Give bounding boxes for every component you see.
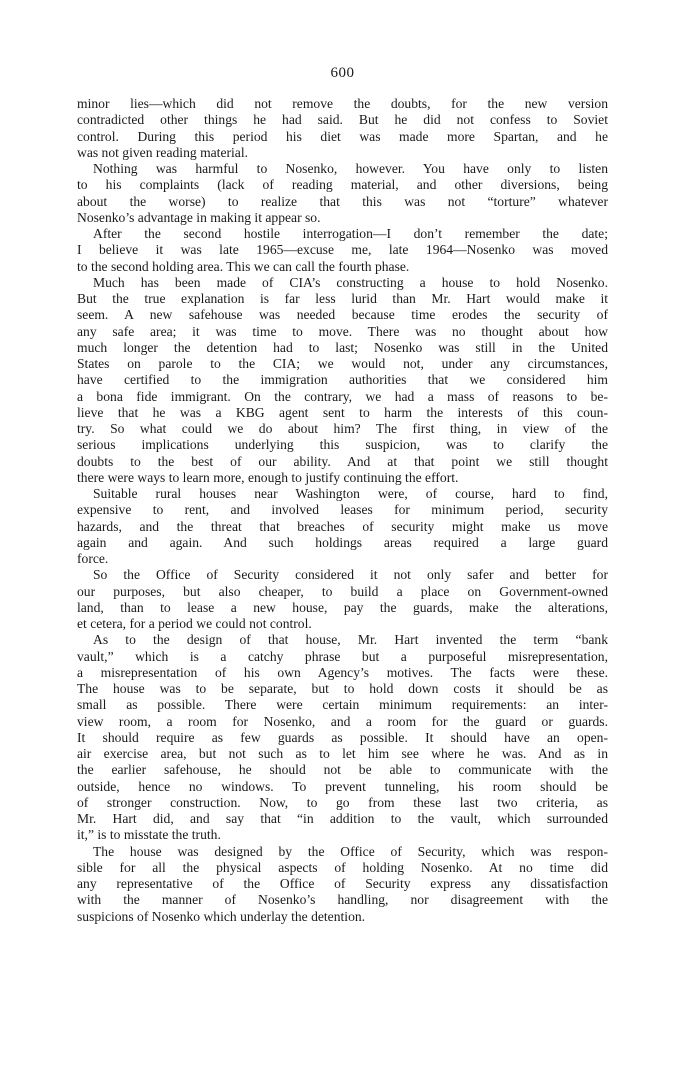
- text-line: it,” is to misstate the truth.: [77, 827, 221, 843]
- text-line: about the worse) to realize that this was not “torture” whatever: [77, 193, 608, 209]
- text-line: any safe area; it was time to move. There was no thought about how: [77, 323, 608, 339]
- text-line: seem. A new safehouse was needed because time erodes the security of: [77, 307, 608, 323]
- text-line: sible for all the physical aspects of holding Nosenko. At no time did: [77, 859, 608, 875]
- text-line: So the Office of Security considered it not only safer and better for: [93, 567, 608, 583]
- text-line: States on parole to the CIA; we would not, under any circumstances,: [77, 356, 608, 371]
- text-line: have certified to the immigration authorities that we considered him: [77, 372, 608, 388]
- text-line: land, than to lease a new house, pay the guards, make the alterations,: [77, 599, 608, 615]
- text-line: Mr. Hart did, and say that “in addition to the vault, which surrounded: [77, 811, 608, 826]
- text-line: the earlier safehouse, he should not be able to communicate with the: [77, 762, 608, 778]
- paragraph: [77, 226, 608, 275]
- text-line: much longer the detention had to last; Nosenko was still in the United: [77, 339, 608, 355]
- text-line: Much has been made of CIA’s constructing a house to hold Nosenko.: [93, 274, 608, 290]
- text-line: expensive to rent, and involved leases for minimum period, security: [77, 502, 608, 518]
- text-line: Suitable rural houses near Washington were, of course, hard to find,: [93, 486, 608, 501]
- text-line: doubts to the best of our ability. And at that point we still thought: [77, 453, 608, 469]
- text-line: et cetera, for a period we could not control.: [77, 616, 312, 631]
- paragraph: [77, 275, 608, 486]
- text-line: It should require as few guards as possible. It should have an open-: [77, 729, 608, 745]
- page-number: 600: [330, 65, 355, 81]
- text-line: The house was designed by the Office of Security, which was respon-: [93, 843, 608, 859]
- text-line: I believe it was late 1965—excuse me, late 1964—Nosenko was moved: [77, 242, 608, 258]
- text-line: As to the design of that house, Mr. Hart invented the term “bank: [93, 632, 608, 648]
- text-line: there were ways to learn more, enough to justify continuing the effort.: [77, 469, 459, 485]
- text-line: But the true explanation is far less lurid than Mr. Hart would make it: [77, 291, 608, 306]
- paragraph: [77, 567, 608, 632]
- text-line: vault,” which is a catchy phrase but a purposeful misrepresentation,: [77, 648, 608, 664]
- text-line: force.: [77, 551, 109, 566]
- text-line: serious implications underlying this suspicion, was to clarify the: [77, 437, 608, 453]
- text-line: was not given reading material.: [77, 144, 248, 160]
- text-line: of stronger construction. Now, to go from these last two criteria, as: [77, 794, 608, 810]
- paragraph: [77, 96, 608, 161]
- body-text: [77, 96, 608, 925]
- text-line: The house was to be separate, but to hold down costs it should be as: [77, 681, 608, 696]
- text-line: After the second hostile interrogation—I don’t remember the date;: [93, 226, 608, 241]
- paragraph: [77, 161, 608, 226]
- text-line: small as possible. There were certain minimum requirements: an inter-: [77, 697, 608, 713]
- text-line: suspicions of Nosenko which underlay the detention.: [77, 908, 366, 924]
- text-line: again and again. And such holdings areas required a large guard: [77, 534, 608, 550]
- text-line: Nothing was harmful to Nosenko, however. You have only to listen: [93, 161, 608, 176]
- paragraph: [77, 632, 608, 843]
- text-line: view room, a room for Nosenko, and a room for the guard or guards.: [77, 713, 608, 729]
- text-line: Nosenko’s advantage in making it appear so.: [77, 209, 321, 225]
- text-line: try. So what could we do about him? The first thing, in view of the: [77, 421, 608, 436]
- document-page: [77, 64, 608, 925]
- text-line: lieve that he was a KBG agent sent to harm the interests of this coun-: [77, 404, 608, 420]
- text-line: a misrepresentation of his own Agency’s motives. The facts were these.: [77, 664, 608, 680]
- text-line: our purposes, but also cheaper, to build a place on Government-owned: [77, 583, 608, 599]
- text-line: hazards, and the threat that breaches of security might make us move: [77, 518, 608, 534]
- paragraph: [77, 486, 608, 567]
- text-line: control. During this period his diet was made more Spartan, and he: [77, 128, 608, 144]
- text-line: to the second holding area. This we can call the fourth phase.: [77, 258, 410, 274]
- text-line: air exercise area, but not such as to let him see where he was. And as in: [77, 746, 608, 761]
- text-line: contradicted other things he had said. But he did not confess to Soviet: [77, 112, 608, 128]
- paragraph: [77, 844, 608, 925]
- text-line: a bona fide immigrant. On the contrary, we had a mass of reasons to be-: [77, 388, 608, 404]
- text-line: with the manner of Nosenko’s handling, nor disagreement with the: [77, 892, 608, 908]
- text-line: minor lies—which did not remove the doubts, for the new version: [77, 96, 608, 111]
- text-line: any representative of the Office of Security express any dissatisfaction: [77, 876, 608, 891]
- text-line: to his complaints (lack of reading material, and other diversions, being: [77, 177, 608, 193]
- text-line: outside, hence no windows. To prevent tunneling, his room should be: [77, 778, 608, 794]
